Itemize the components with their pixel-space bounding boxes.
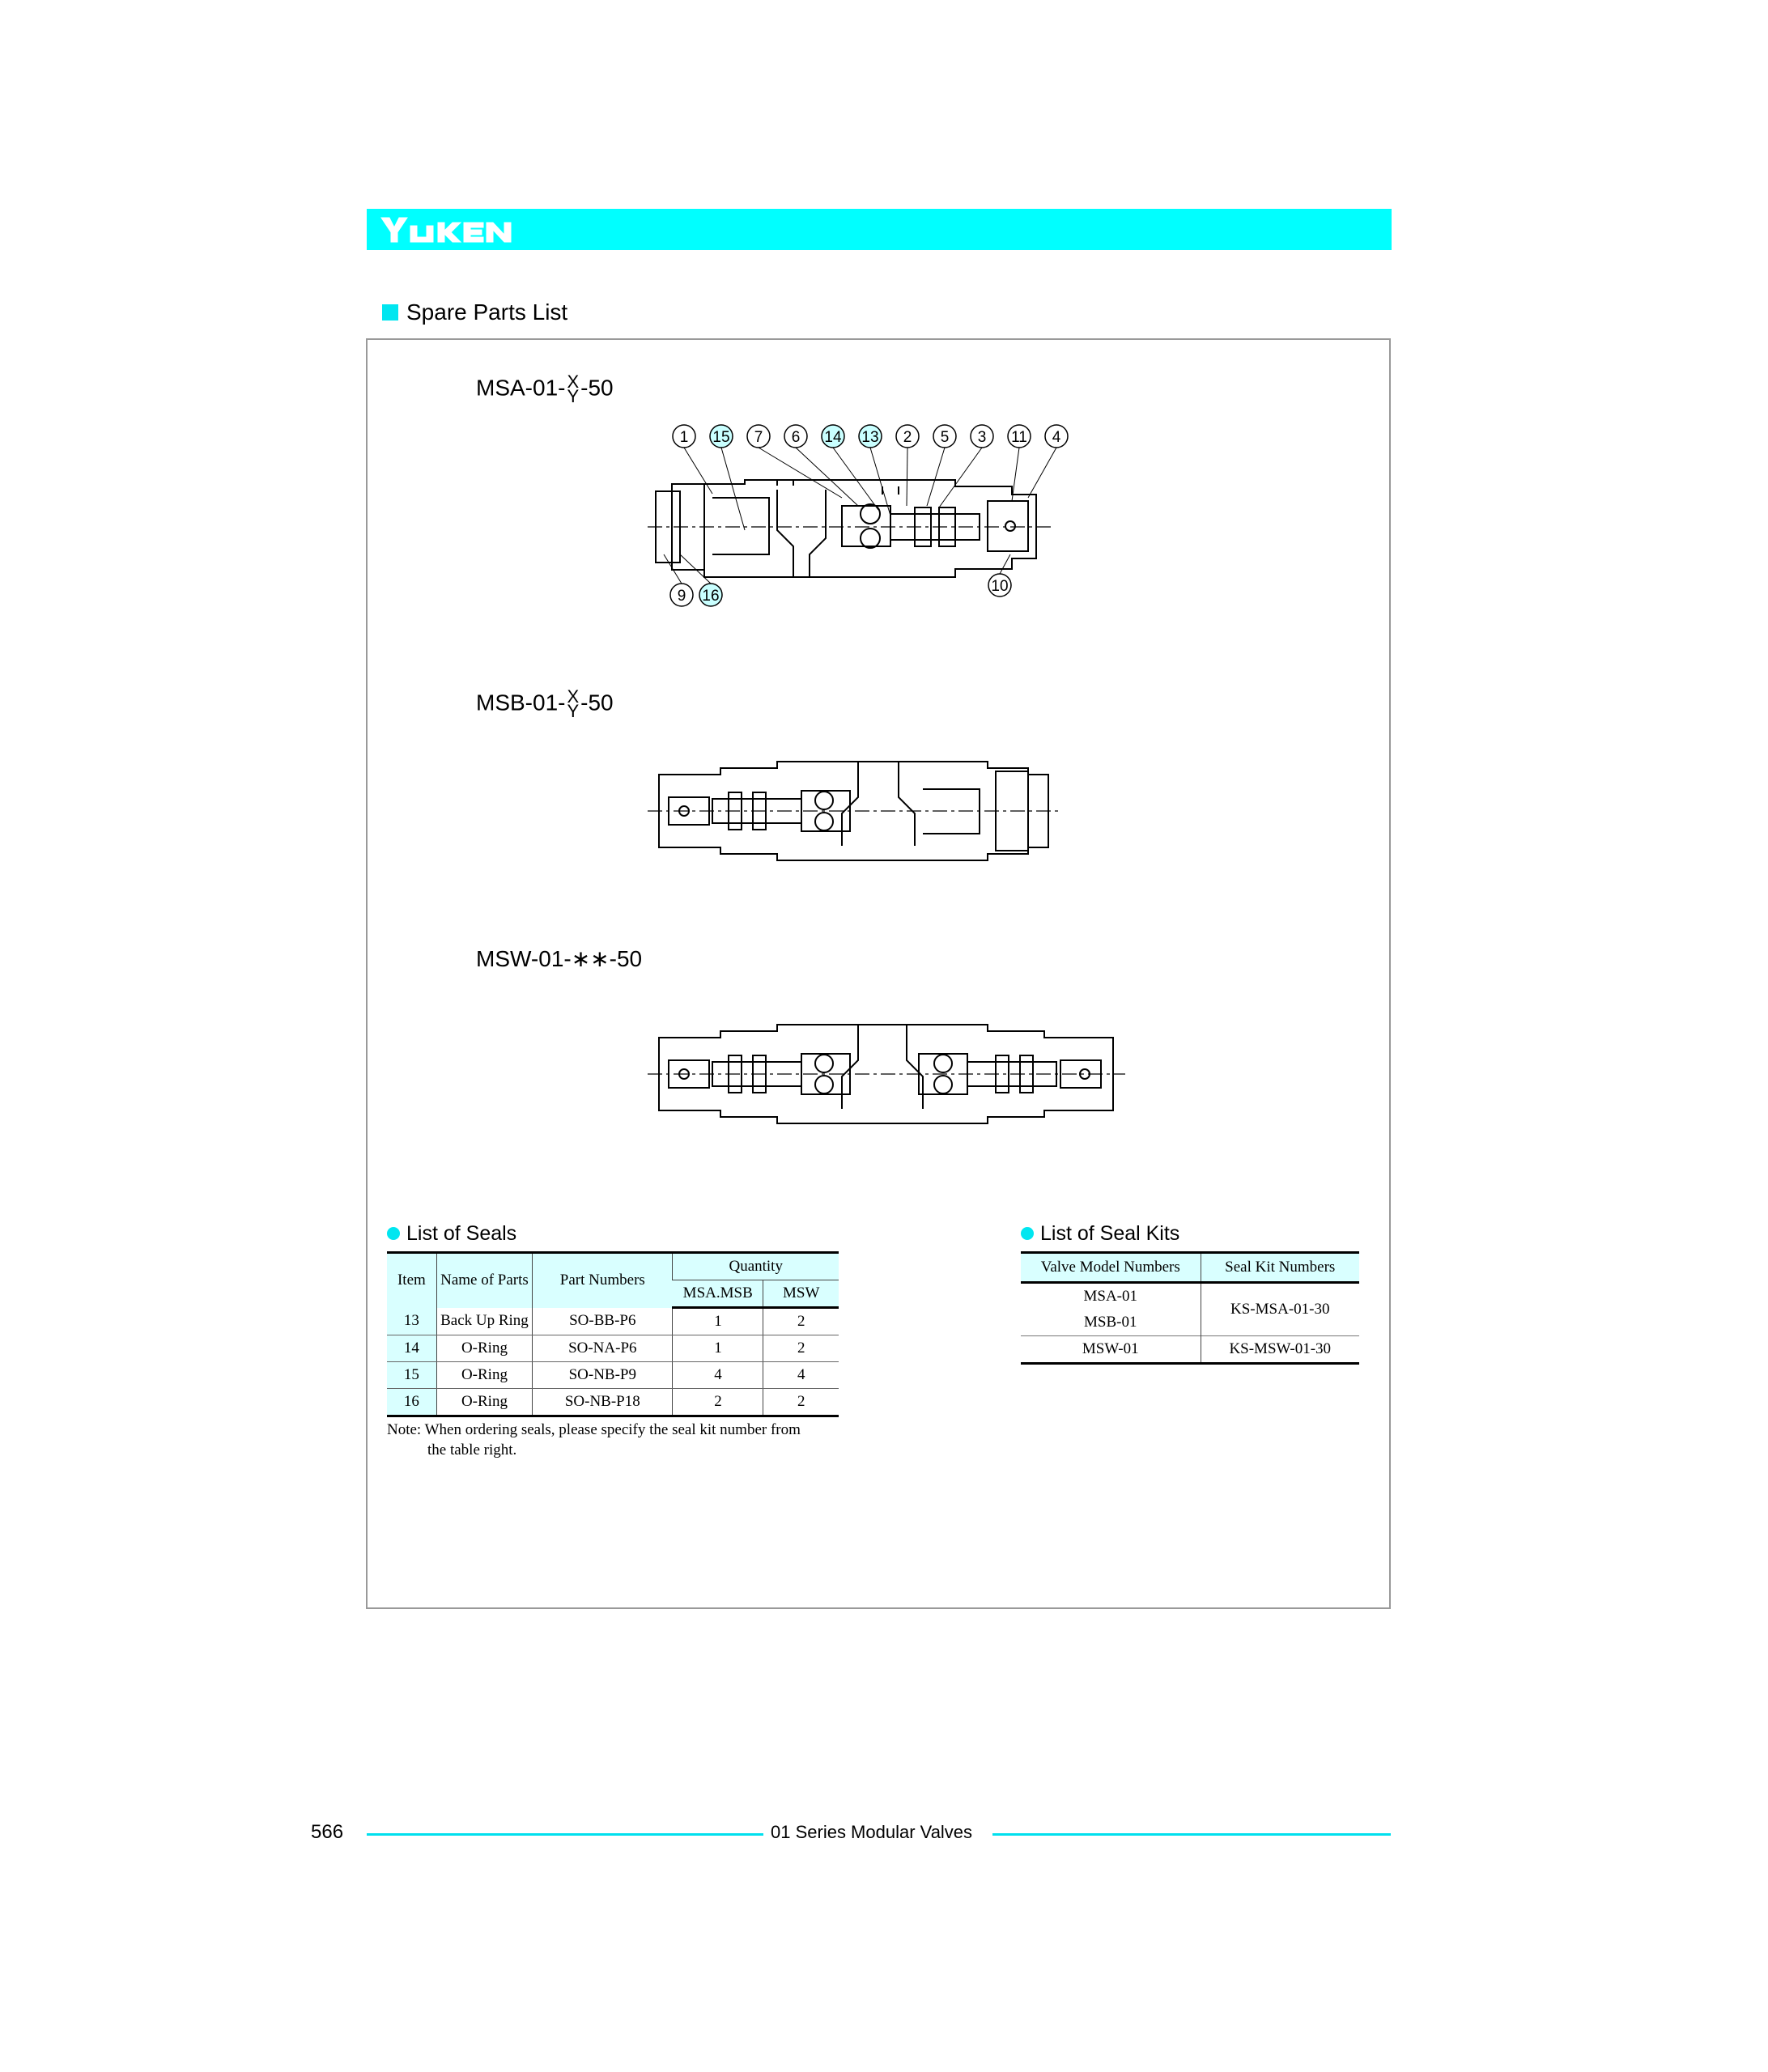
part-number-label: 1: [679, 429, 689, 446]
leader-line: [927, 448, 945, 506]
leader-line: [721, 448, 745, 530]
leader-line: [939, 448, 982, 507]
kits-header-kit: Seal Kit Numbers: [1201, 1253, 1359, 1283]
seals-header-part: Part Numbers: [533, 1253, 673, 1308]
msw-sectional-drawing: [648, 1020, 1125, 1133]
table-row: MSW-01 KS-MSW-01-30: [1021, 1336, 1359, 1364]
bullet-icon: [387, 1227, 400, 1240]
leader-line: [684, 448, 712, 494]
leader-line: [1028, 448, 1056, 498]
seals-header-q2: MSW: [763, 1280, 839, 1308]
part-number-label: 2: [903, 429, 912, 446]
part-number-label: 16: [702, 588, 720, 605]
leader-line: [796, 448, 858, 506]
leader-line: [1012, 448, 1019, 501]
seals-header-name: Name of Parts: [436, 1253, 532, 1308]
msa-sectional-drawing: [648, 417, 1085, 611]
part-number-label: 13: [861, 429, 879, 446]
leader-line: [759, 448, 842, 498]
part-number-label: 7: [754, 429, 763, 446]
seals-note: Note: When ordering seals, please specify the seal kit number from the table right.: [387, 1421, 801, 1458]
part-number-label: 11: [1011, 429, 1027, 446]
part-number-label: 4: [1052, 429, 1061, 446]
page-number: 566: [311, 1821, 344, 1843]
seals-header-item: Item: [387, 1253, 436, 1308]
seal-kits-table: [1021, 1251, 1359, 1365]
table-row: 13 Back Up Ring SO-BB-P6 1 2: [387, 1308, 839, 1335]
footer-rule-right: [992, 1833, 1391, 1836]
part-number-label: 9: [677, 588, 686, 605]
seals-table: [387, 1251, 839, 1417]
bullet-icon: [1021, 1227, 1034, 1240]
seals-header-quantity: Quantity: [673, 1253, 839, 1280]
model-title-msa: MSA-01-X Y-50: [476, 372, 614, 406]
kits-header-model: Valve Model Numbers: [1021, 1253, 1201, 1283]
part-number-label: 6: [791, 429, 801, 446]
kits-heading: List of Seal Kits: [1021, 1220, 1179, 1247]
seals-heading: List of Seals: [387, 1220, 516, 1247]
part-number-label: 10: [991, 578, 1009, 595]
section-heading: [382, 298, 567, 327]
table-row: 16 O-Ring SO-NB-P18 2 2: [387, 1389, 839, 1416]
part-number-label: 3: [977, 429, 987, 446]
part-number-label: 5: [940, 429, 950, 446]
table-row: MSA-01 KS-MSA-01-30: [1021, 1283, 1359, 1310]
leader-line: [1000, 554, 1010, 574]
footer-series-title: 01 Series Modular Valves: [771, 1822, 973, 1842]
seals-header-q1: MSA.MSB: [673, 1280, 763, 1308]
header-bar: [367, 209, 1392, 250]
table-row: 14 O-Ring SO-NA-P6 1 2: [387, 1335, 839, 1362]
table-row: 15 O-Ring SO-NB-P9 4 4: [387, 1362, 839, 1389]
yuken-logo: [378, 211, 516, 248]
model-title-msb: MSB-01-X Y-50: [476, 686, 614, 721]
square-bullet-icon: [382, 304, 398, 321]
model-title-msw: MSW-01-∗∗-50: [476, 946, 643, 971]
leader-line: [833, 448, 878, 510]
msb-sectional-drawing: [648, 757, 1069, 870]
section-title: Spare Parts List: [406, 299, 568, 325]
part-number-label: 15: [712, 429, 730, 446]
footer-rule-left: [367, 1833, 763, 1836]
table-row: MSB-01: [1084, 1314, 1137, 1331]
part-number-label: 14: [824, 429, 842, 446]
